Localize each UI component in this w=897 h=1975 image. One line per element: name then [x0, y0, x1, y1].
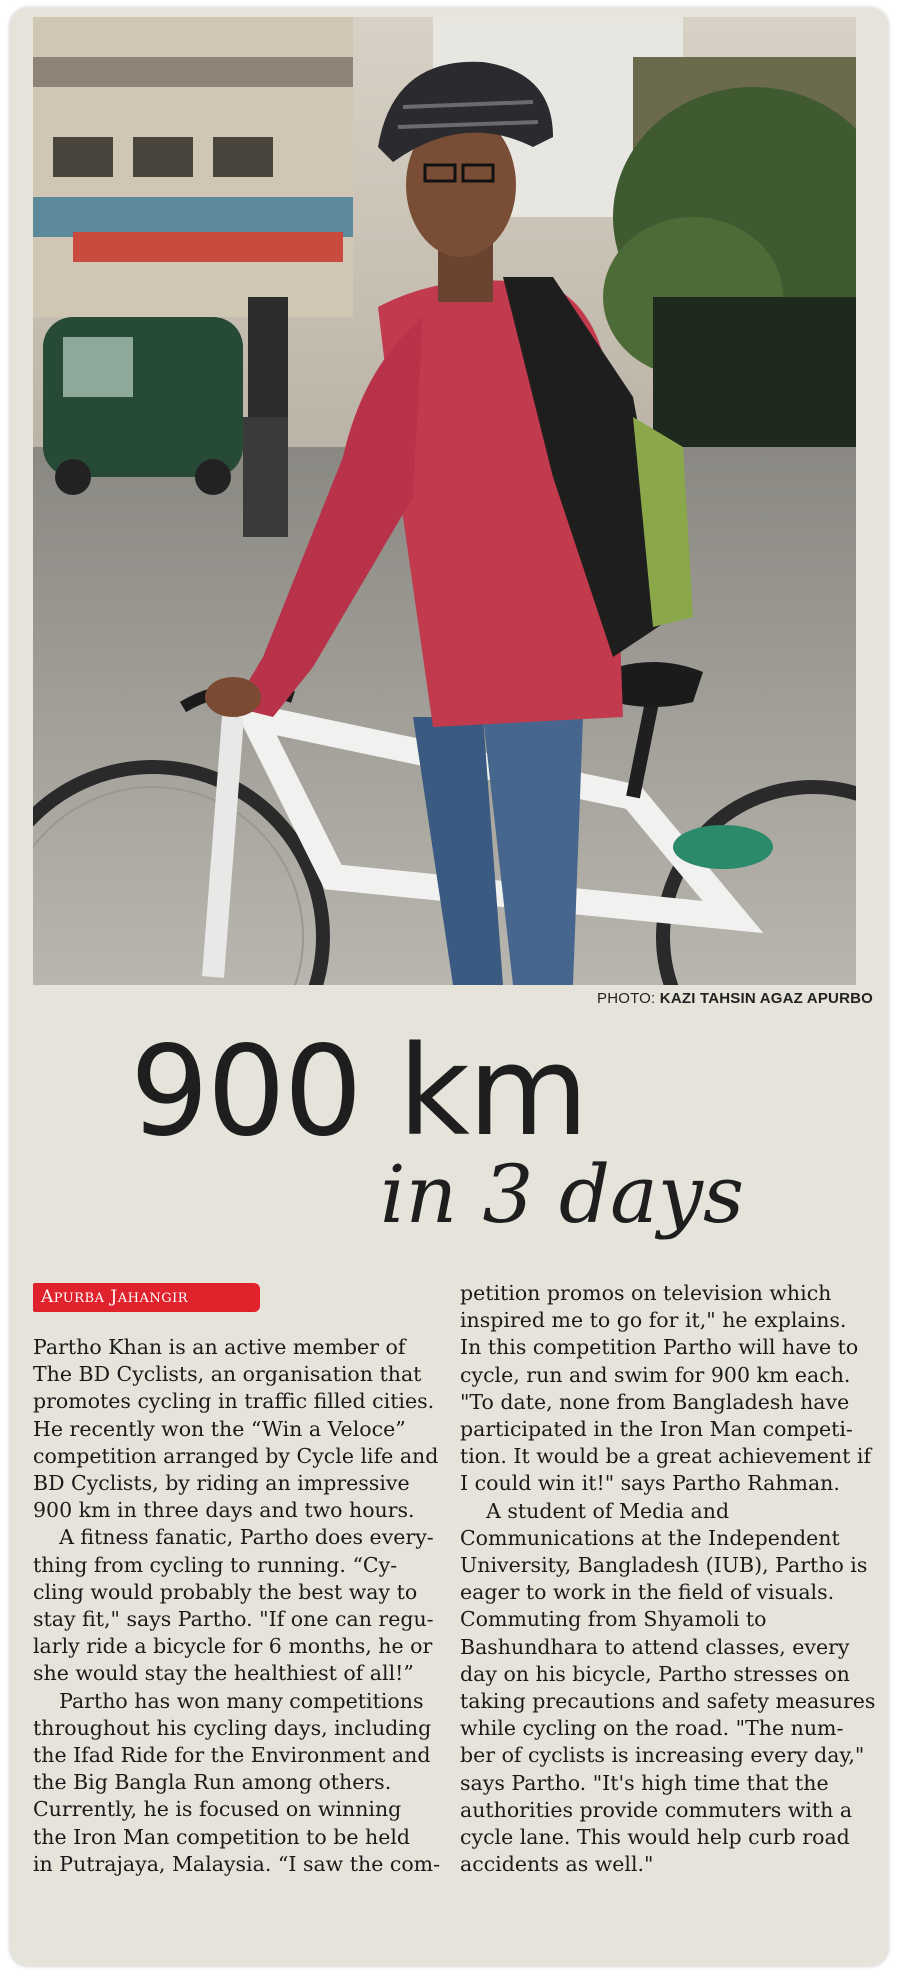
- text-line: cycle, run and swim for 900 km each.: [460, 1362, 851, 1387]
- text-line: she would stay the healthiest of all!”: [33, 1661, 414, 1686]
- text-line: Currently, he is focused on winning: [33, 1797, 402, 1822]
- text-line: eager to work in the field of visuals.: [460, 1580, 835, 1605]
- text-line: participated in the Iron Man competi-: [460, 1417, 853, 1442]
- text-line: The BD Cyclists, an organisation that: [33, 1362, 422, 1387]
- text-line: says Partho. "It's high time that the: [460, 1770, 829, 1795]
- text-line: cling would probably the best way to: [33, 1579, 418, 1604]
- text-line: I could win it!" says Partho Rahman.: [460, 1471, 840, 1496]
- text-line: "To date, none from Bangladesh have: [460, 1389, 850, 1414]
- byline-last-rest: AHANGIR: [117, 1291, 189, 1306]
- text-line: cycle lane. This would help curb road: [460, 1825, 850, 1850]
- text-line: the Iron Man competition to be held: [33, 1824, 411, 1849]
- text-line: Bashundhara to attend classes, every: [460, 1634, 850, 1659]
- text-line: ber of cyclists is increasing every day,": [460, 1743, 865, 1768]
- text-line: larly ride a bicycle for 6 months, he or: [33, 1634, 433, 1659]
- byline-last-initial: J: [110, 1287, 118, 1307]
- text-line: promotes cycling in traffic filled cities.: [33, 1389, 435, 1414]
- text-line: inspired me to go for it," he explains.: [460, 1308, 847, 1333]
- byline-first-rest: PURBA: [53, 1291, 105, 1306]
- text-line: in Putrajaya, Malaysia. “I saw the com-: [33, 1851, 441, 1876]
- text-line: BD Cyclists, by riding an impressive: [33, 1471, 410, 1496]
- text-line: taking precautions and safety measures: [460, 1689, 876, 1714]
- text-line: Partho Khan is an active member of: [33, 1335, 406, 1359]
- text-line: Communications at the Independent: [460, 1525, 840, 1550]
- text-line: accidents as well.": [460, 1852, 654, 1877]
- cyclist-illustration: [33, 17, 856, 985]
- text-line: Partho has won many competitions: [33, 1688, 424, 1713]
- text-line: stay fit," says Partho. "If one can regu-: [33, 1607, 434, 1632]
- author-byline: [33, 1283, 260, 1312]
- byline-first-initial: A: [41, 1287, 54, 1307]
- text-line: authorities provide commuters with a: [460, 1797, 853, 1822]
- text-line: A fitness fanatic, Partho does every-: [33, 1525, 434, 1550]
- text-line: thing from cycling to running. “Cy-: [33, 1552, 398, 1577]
- article-column-2: [460, 1280, 880, 1878]
- text-line: competition arranged by Cycle life and: [33, 1443, 439, 1468]
- text-line: In this competition Partho will have to: [460, 1335, 859, 1360]
- text-line: He recently won the “Win a Veloce”: [33, 1416, 406, 1441]
- text-line: petition promos on television which: [460, 1281, 832, 1305]
- text-line: throughout his cycling days, including: [33, 1715, 432, 1740]
- text-line: Commuting from Shyamoli to: [460, 1607, 767, 1632]
- text-line: the Ifad Ride for the Environment and: [33, 1743, 431, 1768]
- headline-main: 900 km: [130, 1020, 587, 1164]
- text-line: the Big Bangla Run among others.: [33, 1770, 392, 1795]
- text-line: 900 km in three days and two hours.: [33, 1498, 415, 1523]
- text-line: day on his bicycle, Partho stresses on: [460, 1661, 850, 1686]
- text-line: while cycling on the road. "The num-: [460, 1716, 844, 1741]
- photo-credit-name: KAZI TAHSIN AGAZ APURBO: [659, 990, 873, 1007]
- photo-credit-prefix: PHOTO:: [596, 990, 660, 1007]
- headline-sub: in 3 days: [380, 1148, 745, 1241]
- photo-credit: [597, 990, 873, 1007]
- cyclist-photo: [33, 17, 856, 985]
- text-line: A student of Media and: [460, 1498, 730, 1523]
- article-column-1: [33, 1334, 453, 1878]
- text-line: tion. It would be a great achievement if: [460, 1444, 872, 1469]
- text-line: University, Bangladesh (IUB), Partho is: [460, 1553, 868, 1578]
